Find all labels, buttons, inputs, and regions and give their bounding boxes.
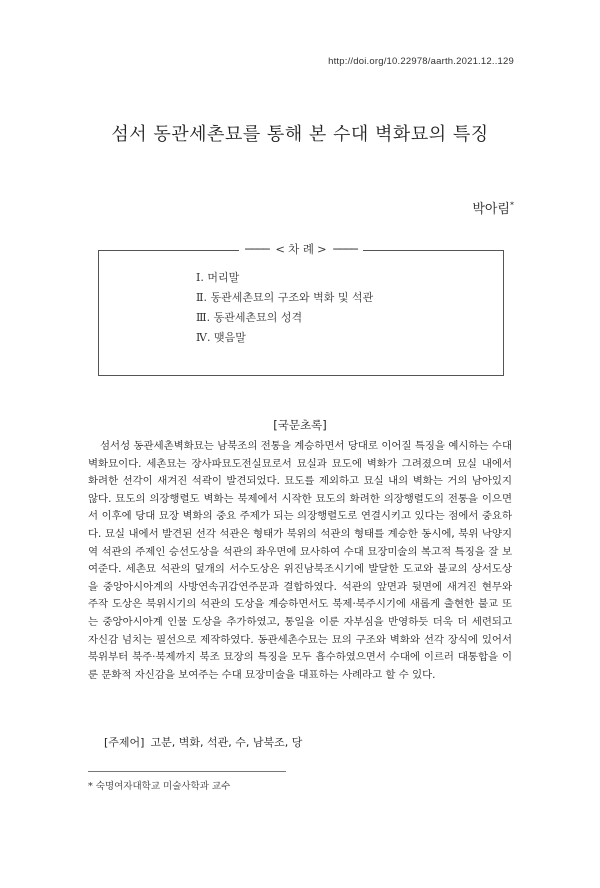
- article-title: 섬서 동관세촌묘를 통해 본 수대 벽화묘의 특징: [111, 124, 489, 145]
- author-footnote-mark: *: [510, 200, 514, 210]
- toc-heading: ──── < 차 례 > ────: [98, 241, 504, 257]
- toc-heading-text: 차 례: [285, 242, 317, 256]
- abstract-heading: [국문초록]: [273, 418, 327, 432]
- footnote: * 숙명여자대학교 미술사학과 교수: [88, 781, 231, 792]
- author-name: [472, 198, 514, 217]
- toc-item: Ⅰ. 머리말: [196, 271, 240, 284]
- keywords-list: 고분, 벽화, 석관, 수, 남북조, 당: [150, 736, 303, 749]
- abstract-text: 섬서성 동관세촌벽화묘는 남북조의 전통을 계승하면서 당대로 이어질 특징을 예시하는 수대벽화묘이다. 세촌묘는 장사파묘도전실묘로서 묘실과 묘도에 벽화가 그려졌으며 묘실 내에서 화려한 선각이 새겨진 석곽이 발견되었다. 묘도를 제외하고 묘실 내의 벽화는 거의 남아있지 않다. 묘도의 의장행렬도 벽화는 북제에서 시작한 묘도의 화려한 의장행렬도의 전통을 이으면서 이후에 당대 묘장 벽화의 중요 주제가 되는 의장행렬도로 연결시키고 있다는 점에서 중요하다. 묘실 내에서 발견된 선각 석관은 형태가 북위의 석관의 형태를 계승한 동시에, 북위 낙양지역 석관의 주제인 승선도상을 석관의 좌우면에 묘사하여 수대 묘장미술의 복고적 특징을 잘 보여준다. 세촌묘 석관의 덮개의 서수도상은 위진남북조시기에 발달한 도교와 불교의 상서도상을 중앙아시아계의 사방연속귀갑연주문과 결합하였다. 석관의 앞면과 뒷면에 새겨진 현무와 주작 도상은 북위시기의 석관의 도상을 계승하면서도 북제·북주시기에 새롭게 출현한 불교 또는 중앙아시아계 인물 도상을 추가하였고, 통일을 이룬 자부심을 반영하듯 더욱 더 세련되고 자신감 넘치는 필선으로 제작하였다. 동관세촌수묘는 묘의 구조와 벽화와 선각 장식에 있어서 북위부터 북주·북제까지 북조 묘장의 특징을 모두 흡수하였으면서 수대에 이르러 대통합을 이룬 문화적 자신감을 보여주는 수대 묘장미술을 대표하는 사례라고 할 수 있다.: [88, 440, 512, 681]
- keywords-label: [주제어]: [104, 736, 145, 749]
- footnote-divider: [88, 771, 286, 772]
- toc-item: Ⅱ. 동관세촌묘의 구조와 벽화 및 석관: [196, 291, 374, 304]
- toc-item: Ⅳ. 맺음말: [196, 331, 246, 344]
- toc-list: [196, 268, 373, 348]
- toc-item: Ⅲ. 동관세촌묘의 성격: [196, 311, 303, 324]
- keywords: [104, 734, 302, 750]
- author-name-text: 박아림: [472, 202, 510, 217]
- doi-link[interactable]: http://doi.org/10.22978/aarth.2021.12..129: [328, 56, 514, 67]
